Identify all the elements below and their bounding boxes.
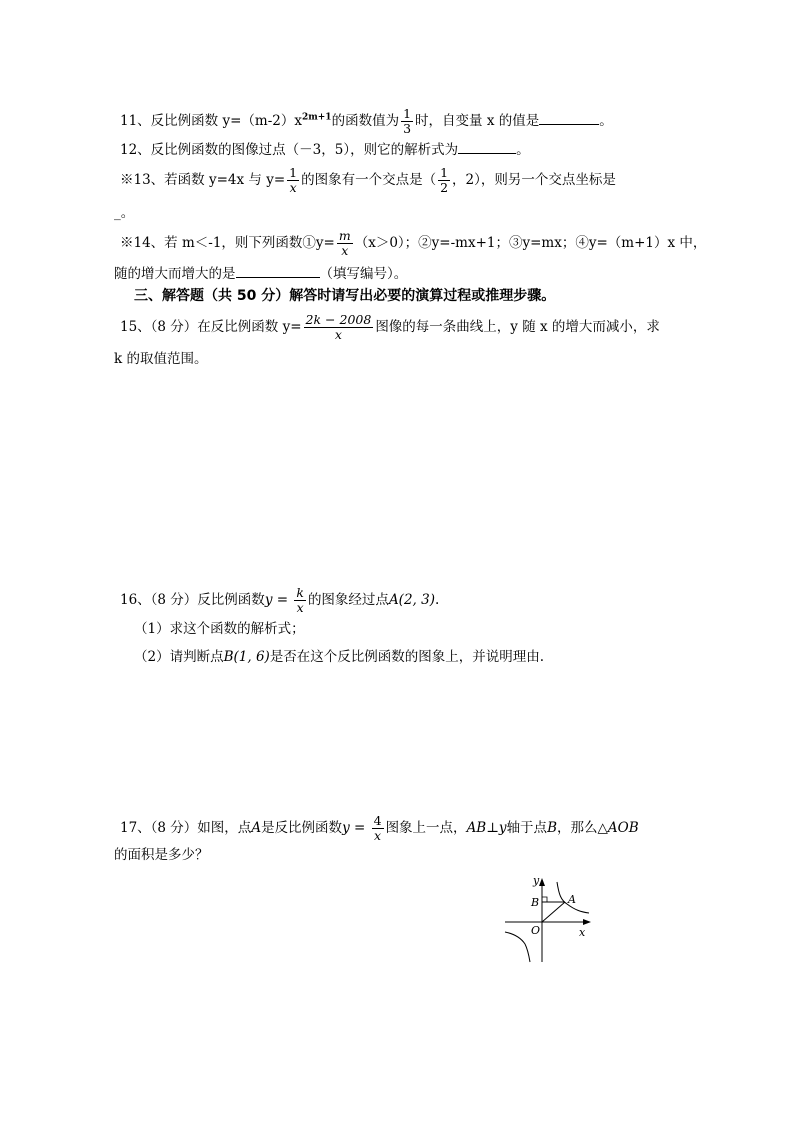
- q17-fraction: [372, 814, 384, 843]
- q16-sub1: （1）求这个函数的解析式；: [134, 621, 305, 637]
- question-16-sub1: [134, 620, 305, 638]
- q17-a: A: [251, 820, 262, 836]
- q11-answer-blank[interactable]: [539, 112, 599, 125]
- q16-fraction: [294, 586, 306, 615]
- q13-line2: _。: [114, 205, 135, 221]
- label-a: A: [568, 893, 576, 906]
- section-3-heading: [134, 287, 555, 305]
- x-axis-arrow: [583, 919, 591, 925]
- q15-fraction: [304, 313, 374, 342]
- question-13-line2: [114, 204, 134, 222]
- question-17-line2: [114, 846, 209, 864]
- question-11: [120, 107, 613, 136]
- q11-end: 。: [599, 113, 613, 129]
- q11-frac-num: 1: [403, 106, 412, 121]
- q14-line2-pre: 随的增大而增大的是: [114, 266, 236, 282]
- q12-end: 。: [516, 142, 530, 158]
- section-3-text: 三、解答题（共 50 分）解答时请写出必要的演算过程或推理步骤。: [134, 288, 556, 304]
- q14-frac-num: m: [338, 228, 351, 243]
- segment-oa: [542, 902, 565, 922]
- q17-post: 图象上一点，: [385, 820, 467, 836]
- q11-post: 时，自变量 x 的值是: [415, 113, 540, 129]
- y-axis-arrow: [539, 878, 545, 886]
- q16-eq: =: [272, 592, 293, 608]
- question-15-line2: [114, 350, 207, 368]
- q11-fraction: [401, 107, 413, 136]
- label-y: y: [533, 874, 540, 887]
- q16-y: y: [264, 592, 273, 608]
- q16-frac-den: x: [296, 600, 304, 615]
- question-16-sub2: [134, 648, 544, 666]
- q14-text: ※14、若 m＜-1，则下列函数①y=: [120, 235, 335, 251]
- q17-y: y: [342, 820, 350, 836]
- q13-frac-den: x: [289, 180, 297, 195]
- q13-text: ※13、若函数 y=4x 与 y=: [120, 172, 286, 188]
- q11-mid: 的函数值为: [331, 113, 400, 129]
- q13-mid: 的图象有一个交点是（: [301, 172, 437, 188]
- q11-text: 11、反比例函数 y=（m-2）x: [120, 113, 302, 129]
- q14-post: （x＞0）；②y=-mx+1；③y=mx；④y=（m+1）x 中，: [354, 235, 707, 251]
- question-12: [120, 141, 530, 159]
- q17-frac-den: x: [374, 828, 382, 843]
- q15-frac-num: 2k − 2008: [305, 312, 372, 327]
- q16-text: 16、（8 分）反比例函数: [120, 592, 265, 608]
- question-15: [120, 313, 660, 342]
- q17-post2: 轴于点: [506, 820, 548, 836]
- q17-ab: AB⊥y: [466, 820, 507, 836]
- q16-point-a: A(2, 3): [388, 592, 435, 608]
- label-x: x: [579, 926, 586, 939]
- q16-sub2-post: 是否在这个反比例函数的图象上，并说明理由.: [269, 649, 545, 665]
- q16-frac-num: k: [296, 585, 304, 600]
- q13-post: ，2），则另一个交点坐标是: [452, 172, 616, 188]
- q14-fraction: [337, 229, 353, 258]
- q17-post3: ，那么△: [556, 820, 608, 836]
- q17-frac-num: 4: [373, 813, 382, 828]
- q13-frac2-den: 2: [440, 180, 449, 195]
- q14-frac-den: x: [341, 243, 349, 258]
- q12-answer-blank[interactable]: [458, 141, 516, 154]
- q16-point-b: B(1, 6): [223, 649, 270, 665]
- q15-text: 15、（8 分）在反比例函数 y=: [120, 319, 302, 335]
- hyperbola-branch-2: [505, 932, 530, 962]
- q14-line2-post: （填写编号）。: [319, 266, 408, 282]
- q17-line2: 的面积是多少？: [114, 847, 209, 863]
- question-14: [120, 229, 706, 258]
- q13-fraction-2: [438, 166, 450, 195]
- q16-end: .: [434, 592, 440, 608]
- q14-answer-blank[interactable]: [236, 265, 320, 278]
- q17-b: B: [547, 820, 557, 836]
- question-14-line2: [114, 265, 407, 283]
- q13-fraction: [287, 166, 299, 195]
- q15-frac-den: x: [334, 327, 342, 342]
- q17-aob: AOB: [607, 820, 639, 836]
- q16-sub2-pre: （2）请判断点: [134, 649, 224, 665]
- q12-text: 12、反比例函数的图像过点（－3，5），则它的解析式为: [120, 142, 459, 158]
- right-angle-mark: [542, 897, 547, 902]
- question-13: [120, 166, 616, 195]
- q13-frac2-num: 1: [440, 165, 449, 180]
- q17-mid: 是反比例函数: [261, 820, 343, 836]
- question-17: [120, 814, 639, 843]
- label-o: O: [531, 924, 541, 937]
- hyperbola-figure: [495, 870, 605, 970]
- q16-post: 的图象经过点: [307, 592, 389, 608]
- label-b: B: [531, 896, 540, 909]
- q11-frac-den: 3: [403, 121, 412, 136]
- q17-text: 17、（8 分）如图，点: [120, 820, 252, 836]
- q15-line2: k 的取值范围。: [114, 351, 208, 367]
- q17-eq: =: [349, 820, 370, 836]
- q15-post: 图像的每一条曲线上，y 随 x 的增大而减小，求: [375, 319, 660, 335]
- question-16: [120, 586, 439, 615]
- q11-exponent: 2m+1: [301, 112, 332, 123]
- q13-frac-num: 1: [289, 165, 298, 180]
